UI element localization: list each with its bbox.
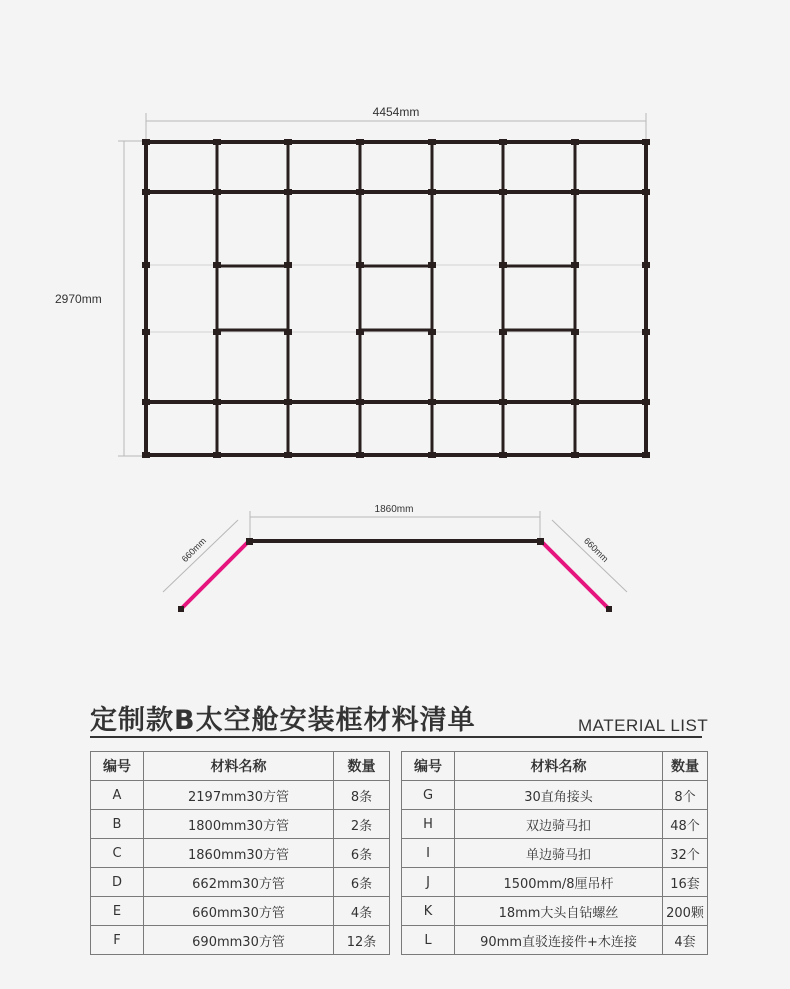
title-divider: [90, 736, 702, 738]
cell-name: 双边骑马扣: [455, 810, 663, 839]
frame-joint: [356, 399, 364, 405]
cell-qty: 200颗: [663, 897, 708, 926]
side-right-label: 660mm: [581, 535, 611, 565]
frame-joint: [642, 262, 650, 268]
table-row: [402, 810, 708, 839]
frame-joint: [213, 139, 221, 145]
frame-joint: [499, 262, 507, 268]
cell-name: 662mm30方管: [144, 868, 334, 897]
side-end-right: [606, 606, 612, 612]
table-header-row: [402, 752, 708, 781]
frame-joint: [356, 329, 364, 335]
frame-joint: [428, 399, 436, 405]
cell-name: 单边骑马扣: [455, 839, 663, 868]
frame-joint: [142, 189, 150, 195]
cell-id: I: [402, 839, 455, 868]
frame-joint: [499, 189, 507, 195]
frame-joint: [571, 139, 579, 145]
cell-name: 660mm30方管: [144, 897, 334, 926]
cell-qty: 8个: [663, 781, 708, 810]
frame-joint: [499, 139, 507, 145]
cell-id: J: [402, 868, 455, 897]
frame-joint: [142, 452, 150, 458]
frame-joint: [213, 452, 221, 458]
frame-joint: [499, 399, 507, 405]
frame-joint: [284, 189, 292, 195]
frame-joint: [142, 399, 150, 405]
frame-joint: [142, 262, 150, 268]
cell-name: 1500mm/8厘吊杆: [455, 868, 663, 897]
cell-qty: 16套: [663, 868, 708, 897]
side-left-label: 660mm: [179, 535, 209, 565]
cell-qty: 48个: [663, 810, 708, 839]
frame-joint: [284, 262, 292, 268]
table-row: [91, 897, 390, 926]
cell-qty: 8条: [334, 781, 390, 810]
cell-name: 1800mm30方管: [144, 810, 334, 839]
frame-joint: [428, 452, 436, 458]
header-qty: 数量: [334, 752, 390, 781]
frame-joint: [356, 452, 364, 458]
cell-id: G: [402, 781, 455, 810]
side-profile: [163, 504, 627, 612]
side-end-left: [178, 606, 184, 612]
page-subtitle: MATERIAL LIST: [578, 716, 709, 735]
cell-qty: 4套: [663, 926, 708, 955]
frame-joint: [213, 329, 221, 335]
cell-name: 690mm30方管: [144, 926, 334, 955]
cell-id: A: [91, 781, 144, 810]
cell-id: E: [91, 897, 144, 926]
frame-joint: [428, 189, 436, 195]
header-id: 编号: [91, 752, 144, 781]
table-row: [91, 868, 390, 897]
table-row: [91, 810, 390, 839]
frame-joint: [571, 329, 579, 335]
cell-name: 90mm直驳连接件+木连接: [455, 926, 663, 955]
cell-qty: 6条: [334, 868, 390, 897]
table-row: [91, 781, 390, 810]
frame-joint: [213, 262, 221, 268]
frame-joint: [571, 189, 579, 195]
cell-name: 2197mm30方管: [144, 781, 334, 810]
frame-joint: [356, 139, 364, 145]
cell-id: F: [91, 926, 144, 955]
frame-joint: [284, 329, 292, 335]
side-joint-right: [537, 538, 544, 545]
frame-joint: [642, 452, 650, 458]
table-row: [91, 839, 390, 868]
height-dimension: [118, 141, 145, 456]
cell-name: 1860mm30方管: [144, 839, 334, 868]
frame-joint: [428, 139, 436, 145]
header-qty: 数量: [663, 752, 708, 781]
table-row: [402, 926, 708, 955]
cell-qty: 12条: [334, 926, 390, 955]
table-row: [91, 926, 390, 955]
cell-qty: 6条: [334, 839, 390, 868]
header-id: 编号: [402, 752, 455, 781]
frame-joint: [642, 189, 650, 195]
cell-qty: 2条: [334, 810, 390, 839]
frame-joint: [142, 329, 150, 335]
cell-id: D: [91, 868, 144, 897]
cell-id: C: [91, 839, 144, 868]
header-name: 材料名称: [455, 752, 663, 781]
cell-id: B: [91, 810, 144, 839]
material-table-left: [90, 751, 390, 955]
width-label: 4454mm: [372, 105, 420, 119]
frame-joint: [284, 399, 292, 405]
frame-joint: [284, 139, 292, 145]
frame-joint: [642, 399, 650, 405]
cell-qty: 32个: [663, 839, 708, 868]
table-row: [402, 897, 708, 926]
cell-qty: 4条: [334, 897, 390, 926]
frame-joint: [571, 399, 579, 405]
table-row: [402, 839, 708, 868]
page-title: 定制款B太空舱安装框材料清单: [90, 705, 476, 736]
frame-joint: [642, 139, 650, 145]
frame-joint: [284, 452, 292, 458]
frame-joint: [213, 189, 221, 195]
header-name: 材料名称: [144, 752, 334, 781]
frame-joint: [571, 452, 579, 458]
faint-grid: [146, 265, 646, 332]
frame-joint: [142, 139, 150, 145]
height-label: 2970mm: [55, 292, 102, 306]
cell-id: K: [402, 897, 455, 926]
cell-id: L: [402, 926, 455, 955]
frame-joint: [428, 262, 436, 268]
frame-joint: [642, 329, 650, 335]
table-row: [402, 868, 708, 897]
frame-joint: [499, 452, 507, 458]
frame-joint: [356, 189, 364, 195]
frame-joint: [356, 262, 364, 268]
frame-joint: [213, 399, 221, 405]
cell-id: H: [402, 810, 455, 839]
frame-structure: [146, 142, 646, 455]
frame-joint: [428, 329, 436, 335]
material-table-right: [401, 751, 708, 955]
cell-name: 30直角接头: [455, 781, 663, 810]
frame-joint: [499, 329, 507, 335]
side-center-label: 1860mm: [374, 504, 414, 515]
side-joint-left: [246, 538, 253, 545]
table-row: [402, 781, 708, 810]
table-header-row: [91, 752, 390, 781]
cell-name: 18mm大头自钻螺丝: [455, 897, 663, 926]
frame-joint: [571, 262, 579, 268]
